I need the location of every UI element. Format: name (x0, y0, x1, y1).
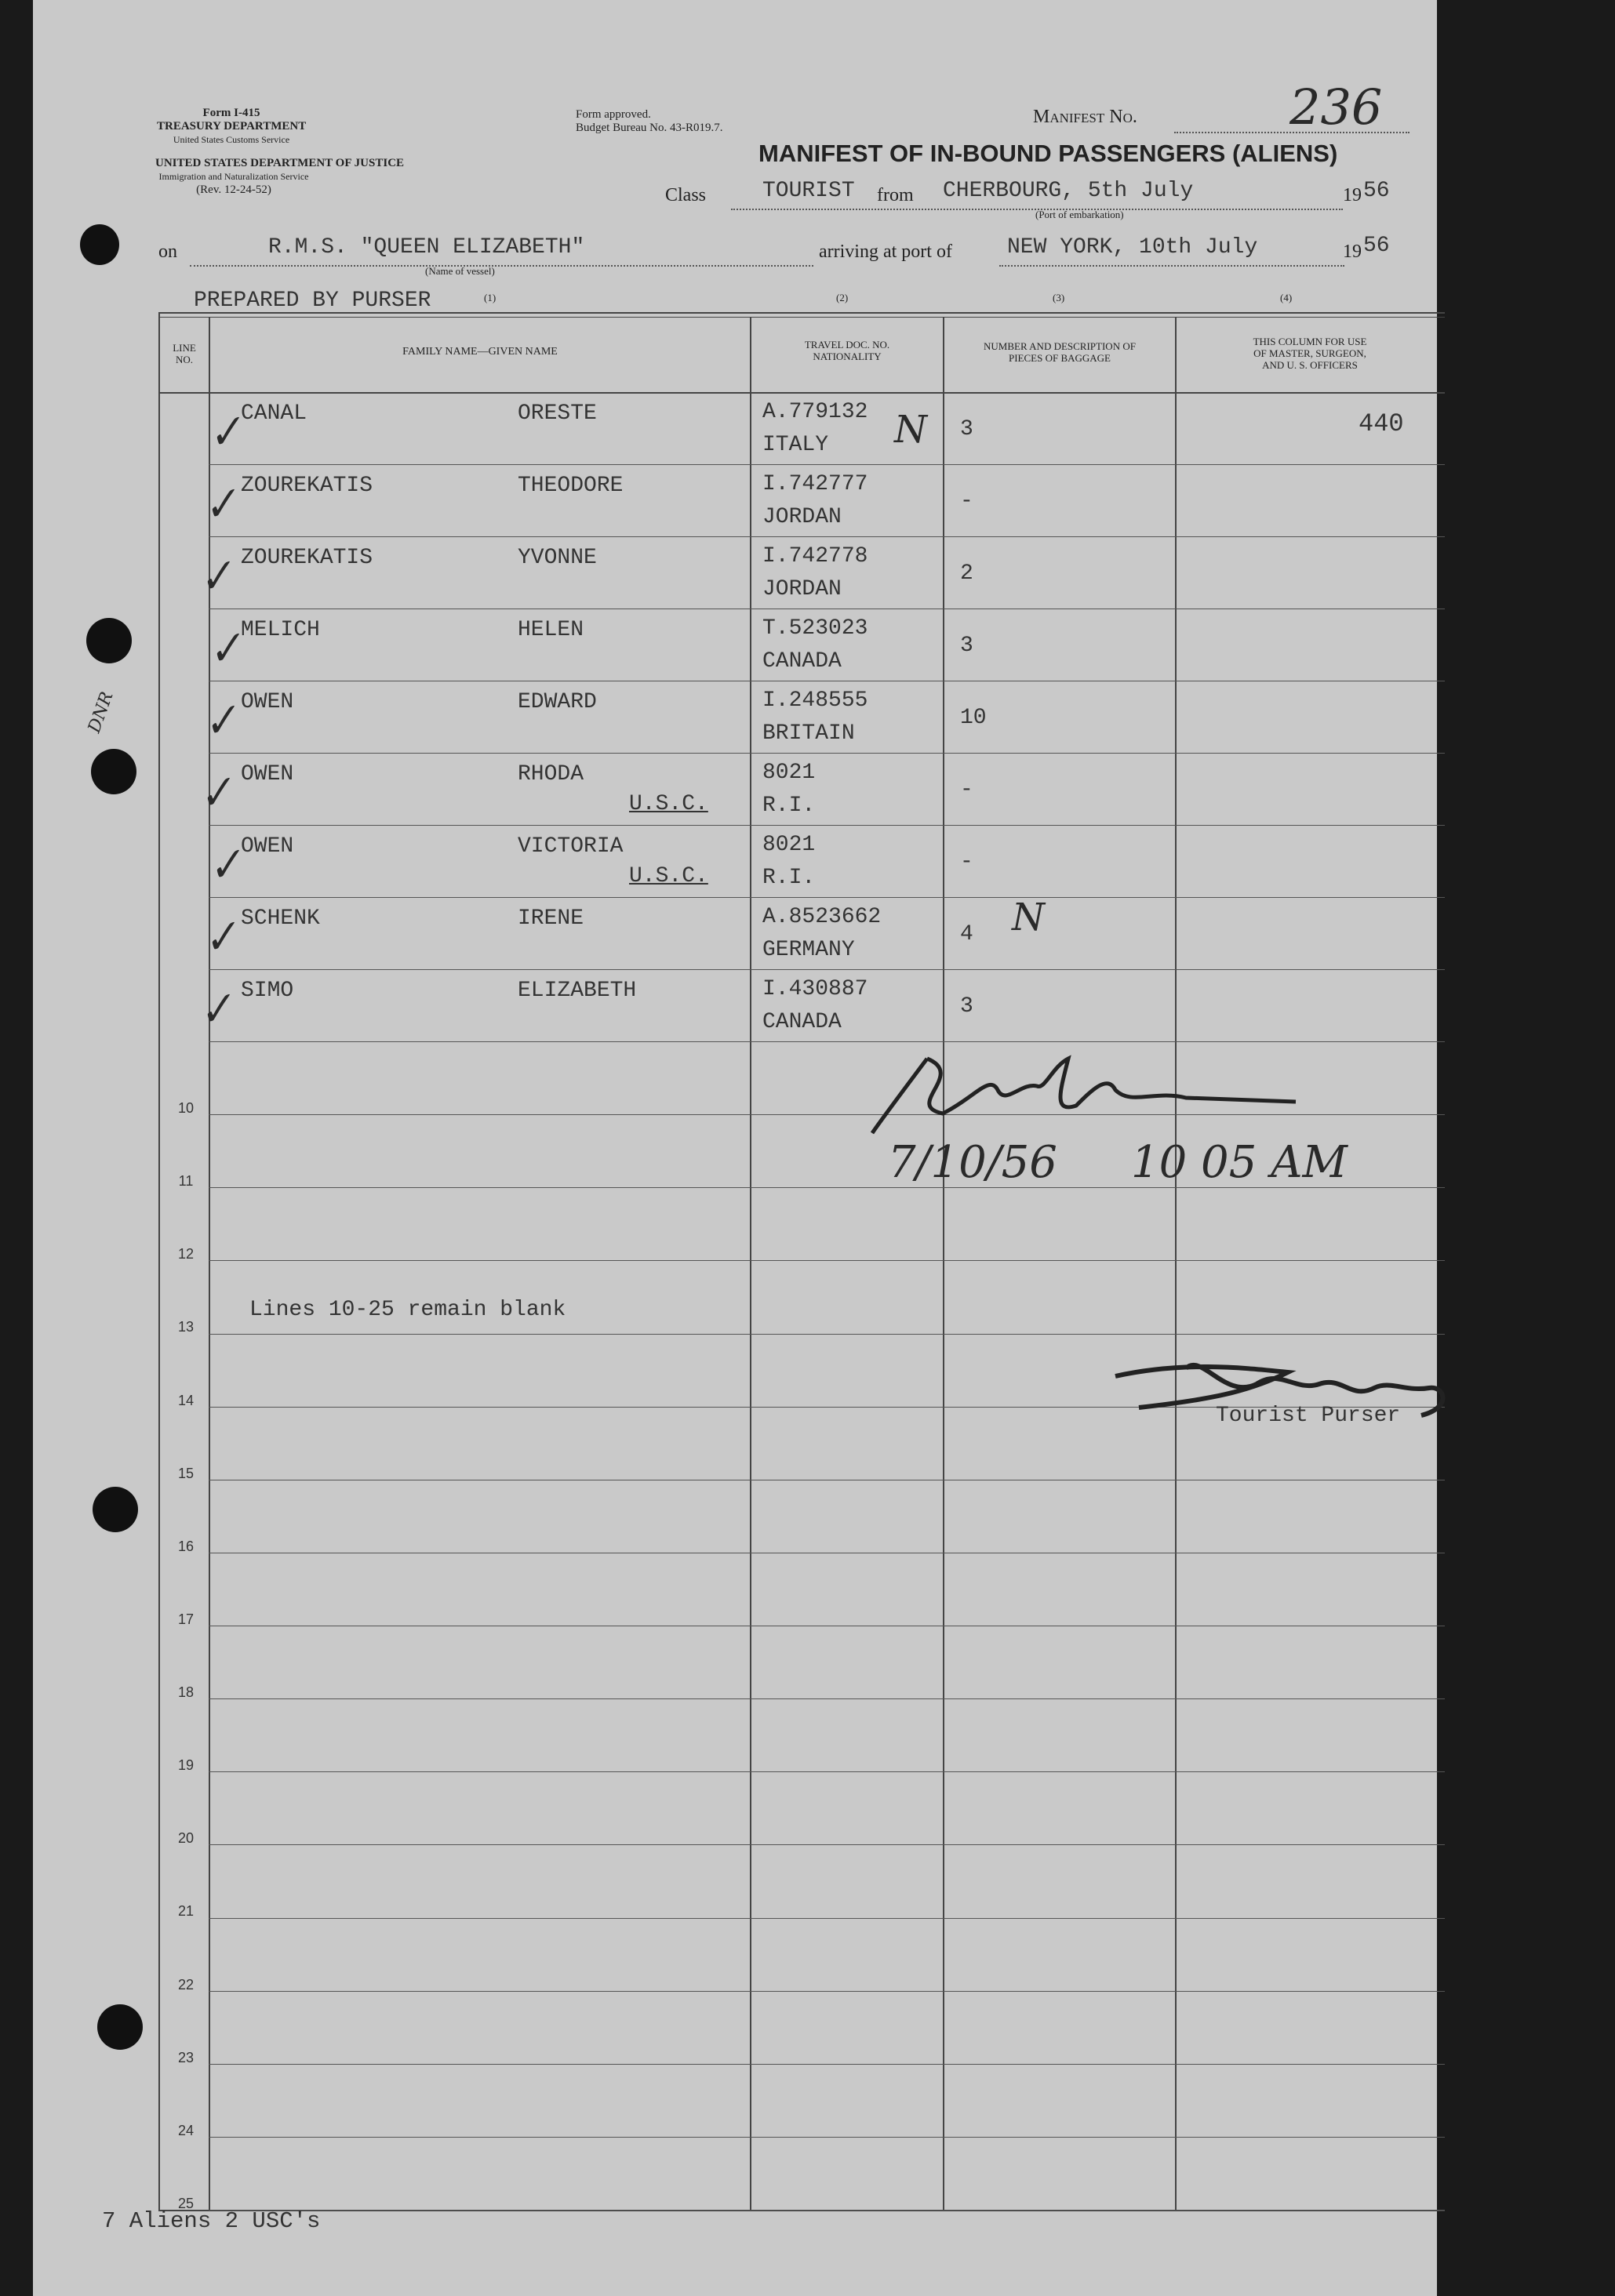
row-number: 12 (177, 1246, 195, 1262)
baggage-count: 2 (960, 561, 973, 586)
inspection-date: 7/10/56 (888, 1137, 1057, 1188)
check-mark: ✓ (192, 548, 238, 605)
punch-hole (91, 749, 136, 794)
class-label: Class (665, 185, 707, 205)
punch-hole (86, 618, 132, 663)
nationality: CANADA (762, 649, 842, 674)
nationality: R.I. (762, 794, 816, 818)
year-prefix: 19 (1343, 242, 1362, 262)
from-label: from (877, 185, 914, 205)
nationality: JORDAN (762, 505, 842, 529)
nationality: ITALY (762, 433, 829, 457)
check-mark: ✓ (197, 909, 243, 966)
row-rule (209, 753, 1445, 754)
handwritten-note: N (1012, 896, 1045, 939)
row-number: 17 (177, 1611, 195, 1627)
vessel-caption: (Name of vessel) (425, 265, 495, 277)
passenger-family-name: CANAL (241, 401, 307, 426)
nationality: GERMANY (762, 938, 855, 962)
row-rule (209, 1041, 1445, 1042)
passenger-given-name: THEODORE (518, 474, 624, 498)
check-mark: ✓ (202, 837, 248, 894)
nationality: BRITAIN (762, 721, 855, 746)
nationality: R.I. (762, 866, 816, 890)
manifest-no-label: Manifest No. (1033, 107, 1137, 127)
passenger-given-name: ORESTE (518, 401, 597, 426)
embarkation-year: 56 (1363, 179, 1390, 203)
passenger-family-name: ZOUREKATIS (241, 546, 373, 570)
passenger-given-name: YVONNE (518, 546, 597, 570)
check-mark: ✓ (202, 620, 248, 678)
row-number: 19 (177, 1757, 195, 1774)
check-mark: ✓ (197, 692, 243, 750)
footer-summary: 7 Aliens 2 USC's (102, 2208, 321, 2234)
passenger-family-name: OWEN (241, 690, 294, 714)
inspection-time: 10 05 AM (1131, 1137, 1348, 1188)
check-mark: ✓ (192, 765, 238, 822)
row-number: 21 (177, 1903, 195, 1920)
row-number: 22 (177, 1976, 195, 1993)
punch-hole (93, 1487, 138, 1532)
passenger-family-name: OWEN (241, 762, 294, 787)
citizenship-mark: U.S.C. (629, 864, 708, 888)
check-mark: ✓ (202, 404, 248, 461)
purser-caption: Tourist Purser (1216, 1404, 1401, 1428)
baggage-count: - (960, 489, 973, 514)
row-number: 11 (178, 1173, 194, 1190)
row-number: 18 (177, 1684, 195, 1700)
col-header-baggage: NUMBER AND DESCRIPTION OF PIECES OF BAGGAGE (984, 340, 1136, 364)
row-rule (209, 1698, 1445, 1699)
travel-doc-number: I.742777 (762, 472, 868, 496)
row-rule (209, 536, 1445, 537)
row-rule (209, 825, 1445, 826)
row-number: 25 (177, 2195, 195, 2211)
row-number: 10 (177, 1100, 195, 1116)
passenger-given-name: IRENE (518, 906, 584, 931)
class-value: TOURIST (762, 179, 855, 203)
passenger-given-name: VICTORIA (518, 834, 624, 859)
row-rule (209, 1334, 1445, 1335)
travel-doc-number: I.742778 (762, 544, 868, 569)
embarkation-caption: (Port of embarkation) (1035, 209, 1124, 220)
col-header-travel-doc: TRAVEL DOC. NO. NATIONALITY (804, 339, 890, 362)
handwritten-note: N (894, 408, 927, 452)
row-number: 20 (177, 1830, 195, 1847)
baggage-count: 3 (960, 417, 973, 441)
row-number: 15 (177, 1465, 195, 1481)
row-rule (209, 2064, 1445, 2065)
department-block: UNITED STATES DEPARTMENT OF JUSTICE Immigration and Naturalization Service (Rev. 12-24-52) (155, 157, 405, 196)
travel-doc-number: I.430887 (762, 977, 868, 1001)
passenger-family-name: SIMO (241, 979, 294, 1003)
travel-doc-number: T.523023 (762, 616, 868, 641)
travel-doc-number: I.248555 (762, 688, 868, 713)
form-id-block: Form I-415 TREASURY DEPARTMENT United States Customs Service (157, 107, 307, 145)
page-title: MANIFEST OF IN-BOUND PASSENGERS (ALIENS) (758, 140, 1338, 167)
passenger-given-name: RHODA (518, 762, 584, 787)
row-rule (209, 464, 1445, 465)
col-number-2: (2) (836, 292, 849, 303)
approval-block: Form approved. Budget Bureau No. 43-R019.7. (576, 108, 723, 134)
passenger-family-name: MELICH (241, 618, 320, 642)
check-mark: ✓ (197, 476, 243, 533)
row-rule (209, 1260, 1445, 1261)
col-number-1: (1) (484, 292, 497, 303)
arrival-value: NEW YORK, 10th July (1007, 235, 1258, 260)
passenger-given-name: ELIZABETH (518, 979, 637, 1003)
travel-doc-number: 8021 (762, 761, 816, 785)
passenger-family-name: ZOUREKATIS (241, 474, 373, 498)
travel-doc-number: A.8523662 (762, 905, 882, 929)
col-header-line-no: LINE NO. (173, 342, 196, 365)
manifest-sheet (33, 0, 1437, 2296)
row-number: 16 (177, 1538, 195, 1554)
row-rule (209, 2137, 1445, 2138)
baggage-count: 3 (960, 634, 973, 658)
nationality: CANADA (762, 1010, 842, 1034)
row-rule (209, 1844, 1445, 1845)
col-number-4: (4) (1280, 292, 1293, 303)
on-label: on (158, 242, 177, 262)
punch-hole (80, 224, 119, 265)
passenger-given-name: HELEN (518, 618, 584, 642)
row-number: 13 (177, 1319, 195, 1335)
citizenship-mark: U.S.C. (629, 792, 708, 816)
row-number: 14 (177, 1392, 195, 1408)
manifest-number: 236 (1289, 78, 1383, 136)
passenger-given-name: EDWARD (518, 690, 597, 714)
row-rule (209, 1771, 1445, 1772)
blank-lines-note: Lines 10-25 remain blank (249, 1298, 566, 1323)
check-mark: ✓ (192, 981, 238, 1038)
passenger-family-name: OWEN (241, 834, 294, 859)
baggage-count: 10 (960, 706, 987, 730)
row-rule (209, 1918, 1445, 1919)
prepared-by: PREPARED BY PURSER (194, 289, 431, 313)
travel-doc-number: 8021 (762, 833, 816, 857)
inspector-signature (857, 1043, 1311, 1145)
col-number-3: (3) (1053, 292, 1065, 303)
baggage-count: - (960, 778, 973, 802)
punch-hole (97, 2004, 143, 2050)
row-rule (209, 969, 1445, 970)
row-number: 24 (177, 2122, 195, 2138)
baggage-count: - (960, 850, 973, 874)
arrival-year: 56 (1363, 234, 1390, 258)
row-rule (209, 2210, 1445, 2211)
col-header-name: FAMILY NAME—GIVEN NAME (402, 346, 558, 358)
row-number: 23 (177, 2049, 195, 2065)
col-header-officers: THIS COLUMN FOR USE OF MASTER, SURGEON, AND U. S. OFFICERS (1253, 336, 1367, 371)
passenger-family-name: SCHENK (241, 906, 320, 931)
row-rule (209, 897, 1445, 898)
officer-note: 440 (1359, 409, 1404, 438)
row-rule (209, 1991, 1445, 1992)
travel-doc-number: A.779132 (762, 400, 868, 424)
vessel-value: R.M.S. "QUEEN ELIZABETH" (268, 235, 585, 260)
nationality: JORDAN (762, 577, 842, 601)
baggage-count: 3 (960, 994, 973, 1019)
embarkation-value: CHERBOURG, 5th July (943, 179, 1194, 203)
margin-mark: DNR (84, 689, 118, 736)
baggage-count: 4 (960, 922, 973, 946)
year-prefix: 19 (1343, 185, 1362, 205)
arriving-label: arriving at port of (819, 242, 952, 262)
